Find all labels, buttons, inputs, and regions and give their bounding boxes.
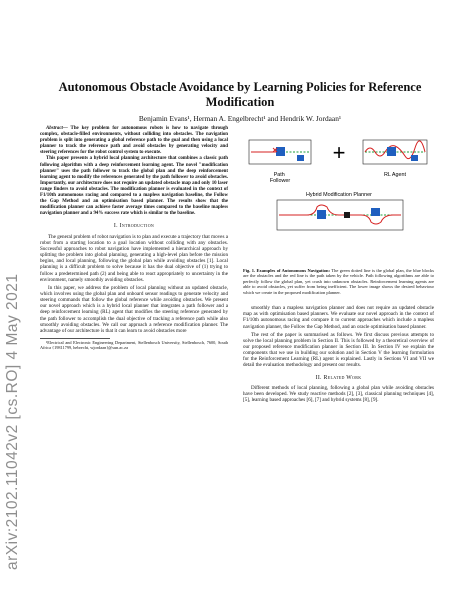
intro-paragraph-2: In this paper, we address the problem of local planning without an updated obstacle, which involves using the global plan and onboard sensor readings to generate velocity and steering commands that follow the global reference while avoiding obstacles. We present our novel approach which is a hybrid local planner that integrates a path follower and a deep reinforcement learning (RL) agent that modifies the steering reference generated by the path follower to accomplish the dual objective of tracking a reference path while also smoothly avoiding obstacles. We call our approach a reference modification planner. The advantage of our architecture is that it can learn to avoid obstacles more xyxy=(40,284,228,334)
intro-paragraph-1: The general problem of robot navigation is to plan and execute a trajectory that moves a robot from a starting location to a goal location without colliding with any obstacles. Successful approaches to robot navigation have implemented a hierarchical approach by splitting the problem into global planning, generating a high-level plan before the mission begins, and local planning, following the global plan while avoiding obstacles [1]. Local planning is a difficult problem to solve because it has the dual objective of (1) trying to follow a predetermined path (2) and being able to react appropriately to uncertainty in the environment, namely smoothly avoiding obstacles. xyxy=(40,233,228,283)
obstacle-block xyxy=(371,208,380,216)
section-heading-introduction: I. Introduction xyxy=(113,223,155,230)
paper-title: Autonomous Obstacle Avoidance by Learning Policies for Reference Modification xyxy=(58,80,422,109)
section-heading-related-work: II. Related Work xyxy=(315,374,362,381)
abstract-paragraph-1 xyxy=(40,126,228,156)
left-column xyxy=(40,126,228,351)
abstract-text-1: — The key problem for autonomous robots is how to navigate through complex, obstacle-filled environments, without colliding into obstacles. The navigation problem is split into generating a global reference path to the goal and then using a local planner to track the reference path and avoid obstacles by generating velocity and steering references for the robot control system to execute. xyxy=(40,126,228,156)
hybrid-planner-label: Hybrid Modification Planner xyxy=(306,192,372,198)
right-paragraph-1: smoothly than a mapless navigation planner and does not require an updated obstacle map as with optimisation based planners. We evaluate our novel approach in the context of F1/10th autonomous racing and compare it to current approaches which include a mapless navigation planner, the Follow the Gap Method, and an oracle optimisation based planner. xyxy=(243,305,434,330)
arxiv-stamp-text: arXiv:2102.11042v2 [cs.RO] 4 May 2021 xyxy=(4,273,21,570)
figure-1-caption xyxy=(243,268,434,295)
path-follower-label: Path Follower xyxy=(269,172,291,184)
rl-agent-label: RL Agent xyxy=(384,172,406,178)
obstacle-block xyxy=(387,147,396,156)
arxiv-stamp xyxy=(2,150,28,570)
author-list: Benjamin Evans¹, Herman A. Engelbrecht¹ and Hendrik W. Jordaan¹ xyxy=(138,114,342,123)
right-column xyxy=(243,126,434,405)
obstacle-block xyxy=(411,155,418,161)
abstract-paragraph-2: This paper presents a hybrid local planning architecture that combines a classic path following algorithm with a deep reinforcement learning agent. The novel "modification planner" uses the path follower to track the global plan and the deep reinforcement learning agent to modify the references generated by the path follower to avoid obstacles. Importantly, our architecture does not require an updated obstacle map and only 10 laser range finders to avoid obstacles. The modification planner is evaluated in the context of F1/10th autonomous racing and compared to a mapless navigation baseline, the Follow the Gap Method and an optimisation based planner. The results show that the modification planner can achieve faster average times compared to the baseline mapless navigation planner and a 94% success rate which is similar to the baseline. xyxy=(40,156,228,217)
caption-lead: Fig. 1. Examples of Autonomous Navigation: xyxy=(243,268,331,273)
obstacle-block xyxy=(317,210,326,219)
figure-1 xyxy=(243,126,434,266)
vehicle-marker xyxy=(344,212,350,218)
footnote: ¹Electrical and Electronic Engineering Department, Stellenbosch University, Stellenbosch, 7600, South Africa {19811799, hebrecht, wjordaan}@sun.ac.za xyxy=(40,340,228,351)
right-paragraph-2: The rest of the paper is summarised as follows. We first discuss previous attempts to solve the local planning problem in Section II. This is followed by a theoretical overview of our proposed reference modification planner in Section III. In Section IV we explain the components that we use in building our solution and in Section V the learning formulation for the Reinforcement Learning (RL) agent is explained. Lastly in Sections VI and VII we detail the evaluation methodology and present our results. xyxy=(243,331,434,369)
obstacle-block xyxy=(276,147,285,156)
plus-symbol: + xyxy=(332,140,346,165)
caption-body: The green dotted line is the global plan, the blue blocks are the obstacles and the red line is the path taken by the vehicle. Path following algorithms are able to perfectly follow the global plan, yet crash into unknown obstacles. Reinforcement learning agents are able to avoid obstacles, yet suffer from being inefficient. The lower image shows the desired behaviour which we create in the proposed modification planner. xyxy=(243,268,434,295)
figure-1-diagram xyxy=(243,126,434,266)
related-paragraph-1: Different methods of local planning, following a global plan while avoiding obstacles have been developed. We study reactive methods [2], [3], classical planning techniques [4], [5], learning based approaches [6], [7] and hybrid systems [8], [9]. xyxy=(243,384,434,404)
obstacle-block xyxy=(297,155,304,161)
abstract xyxy=(40,126,228,217)
abstract-lead: Abstract xyxy=(46,126,63,131)
